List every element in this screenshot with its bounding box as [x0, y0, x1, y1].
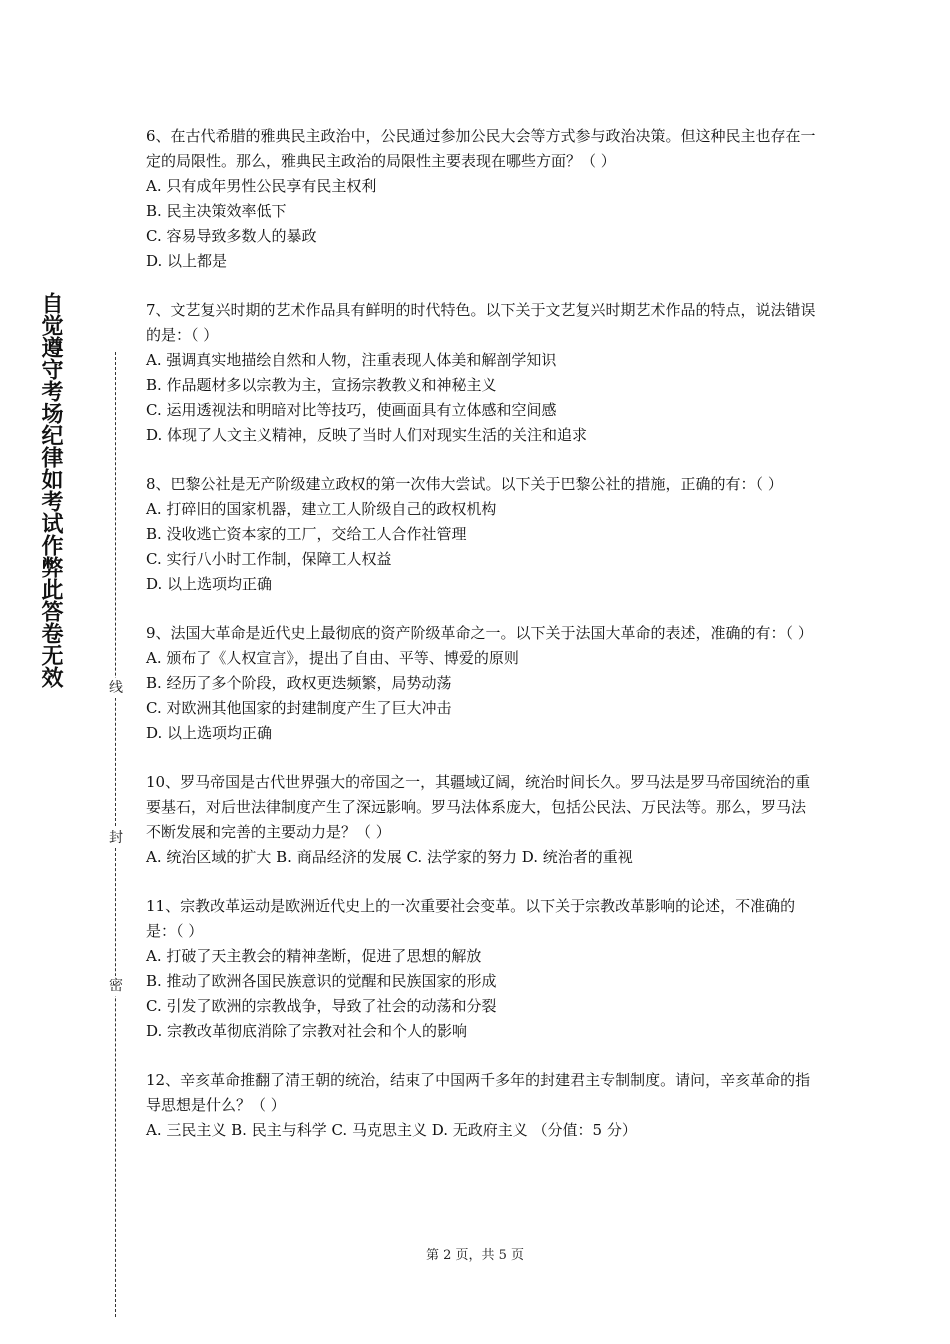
inline-options: A. 统治区域的扩大 B. 商品经济的发展 C. 法学家的努力 D. 统治者的重视	[146, 848, 633, 866]
question-list	[146, 124, 816, 1167]
question-stem: 9、法国大革命是近代史上最彻底的资产阶级革命之一。以下关于法国大革命的表述，准确的有：（ ）	[146, 624, 813, 642]
question-7	[146, 298, 816, 448]
question-9	[146, 621, 816, 746]
option-a: A. 打碎旧的国家机器，建立工人阶级自己的政权机构	[146, 500, 497, 518]
page-number: 第 2 页，共 5 页	[425, 1248, 525, 1263]
question-stem: 10、罗马帝国是古代世界强大的帝国之一，其疆域辽阔，统治时间长久。罗马法是罗马帝国统治的重要基石，对后世法律制度产生了深远影响。罗马法体系庞大，包括公民法、万民法等。那么，罗马法不断发展和完善的主要动力是？（ ）	[146, 773, 811, 841]
option-c: C. 引发了欧洲的宗教战争，导致了社会的动荡和分裂	[146, 997, 497, 1015]
question-stem: 6、在古代希腊的雅典民主政治中，公民通过参加公民大会等方式参与政治决策。但这种民主也存在一定的局限性。那么，雅典民主政治的局限性主要表现在哪些方面？（ ）	[146, 127, 816, 170]
option-b: B. 作品题材多以宗教为主，宣扬宗教教义和神秘主义	[146, 376, 497, 394]
option-d: D. 以上选项均正确	[146, 724, 273, 742]
question-11	[146, 894, 816, 1044]
option-d: D. 宗教改革彻底消除了宗教对社会和个人的影响	[146, 1022, 468, 1040]
seal-char-secret: 密	[106, 976, 126, 996]
question-8	[146, 472, 816, 597]
option-d: D. 以上都是	[146, 252, 228, 270]
inline-options: A. 三民主义 B. 民主与科学 C. 马克思主义 D. 无政府主义 （分值：5 分）	[146, 1121, 637, 1139]
option-b: B. 经历了多个阶段，政权更迭频繁，局势动荡	[146, 674, 452, 692]
option-a: A. 强调真实地描绘自然和人物，注重表现人体美和解剖学知识	[146, 351, 557, 369]
seal-char-line: 线	[106, 678, 126, 698]
option-c: C. 对欧洲其他国家的封建制度产生了巨大冲击	[146, 699, 452, 717]
question-stem: 7、文艺复兴时期的艺术作品具有鲜明的时代特色。以下关于文艺复兴时期艺术作品的特点，说法错误的是：（ ）	[146, 301, 816, 344]
option-a: A. 颁布了《人权宣言》，提出了自由、平等、博爱的原则	[146, 649, 519, 667]
question-12	[146, 1068, 816, 1143]
option-c: C. 实行八小时工作制，保障工人权益	[146, 550, 392, 568]
option-d: D. 以上选项均正确	[146, 575, 273, 593]
question-stem: 12、辛亥革命推翻了清王朝的统治，结束了中国两千多年的封建君主专制制度。请问，辛亥革命的指导思想是什么？（ ）	[146, 1071, 811, 1114]
question-6	[146, 124, 816, 274]
question-stem: 11、宗教改革运动是欧洲近代史上的一次重要社会变革。以下关于宗教改革影响的论述，不准确的是：（ ）	[146, 897, 796, 940]
question-stem: 8、巴黎公社是无产阶级建立政权的第一次伟大尝试。以下关于巴黎公社的措施，正确的有：（ ）	[146, 475, 783, 493]
option-b: B. 推动了欧洲各国民族意识的觉醒和民族国家的形成	[146, 972, 497, 990]
option-b: B. 没收逃亡资本家的工厂，交给工人合作社管理	[146, 525, 467, 543]
option-b: B. 民主决策效率低下	[146, 202, 287, 220]
question-10	[146, 770, 816, 870]
option-a: A. 打破了天主教会的精神垄断，促进了思想的解放	[146, 947, 482, 965]
seal-char-seal: 封	[106, 828, 126, 848]
exam-discipline-notice: 自觉遵守考场纪律如考试作弊此答卷无效	[38, 292, 63, 688]
option-a: A. 只有成年男性公民享有民主权利	[146, 177, 377, 195]
option-d: D. 体现了人文主义精神，反映了当时人们对现实生活的关注和追求	[146, 426, 588, 444]
option-c: C. 运用透视法和明暗对比等技巧，使画面具有立体感和空间感	[146, 401, 557, 419]
option-c: C. 容易导致多数人的暴政	[146, 227, 317, 245]
